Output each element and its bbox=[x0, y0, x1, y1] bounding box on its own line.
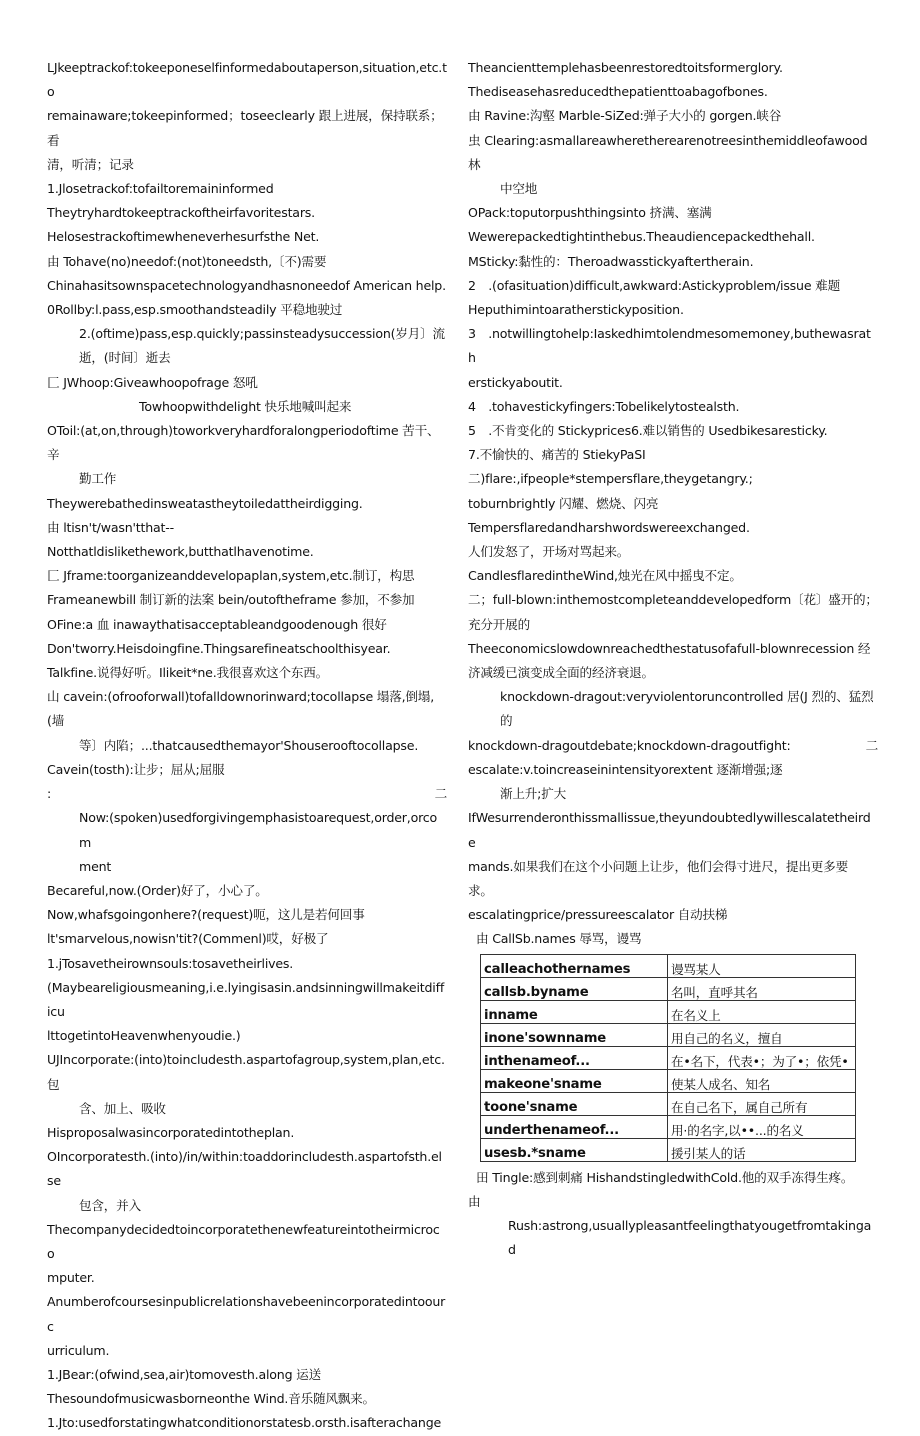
text-line: mands.如果我们在这个小问题上让步，他们会得寸进尺，提出更多要 bbox=[468, 858, 848, 874]
text-line: 充分开展的 bbox=[468, 616, 530, 632]
meaning-cell: 在•名下，代表•；为了•；依凭• bbox=[668, 1046, 856, 1069]
text-line: knockdown-dragout:veryviolentoruncontrolled 居(J 烈的、猛烈 bbox=[500, 689, 874, 705]
text-line: 由 bbox=[468, 1193, 481, 1209]
meaning-cell: 用自己的名义，擅自 bbox=[668, 1023, 856, 1046]
text-line: Becareful,now.(Order)好了，小心了。 bbox=[47, 882, 268, 898]
text-line: toburnbrightly 闪耀、燃烧、闪亮 bbox=[468, 495, 659, 511]
text-line: (Maybeareligiousmeaning,i.e.lyingisasin.andsinningwillmakeitdifficu bbox=[47, 979, 445, 1019]
text-line: 1.JBear:(ofwind,sea,air)tomovesth.along 运送 bbox=[47, 1366, 321, 1382]
text-line: Helosestrackoftimewheneverhesurfsthe Net. bbox=[47, 229, 320, 245]
text-line: lt'smarvelous,nowisn'tit?(Commenl)哎，好极了 bbox=[47, 931, 329, 947]
text-line: urriculum. bbox=[47, 1342, 110, 1358]
text-line: Chinahasitsownspacetechnologyandhasnoneedof American help. bbox=[47, 277, 446, 293]
text-line: 逝，(时间〕逝去 bbox=[79, 350, 171, 366]
text-line: 勤工作 bbox=[79, 471, 117, 487]
right-column bbox=[468, 56, 878, 1262]
phrase-cell: inthenameof... bbox=[481, 1046, 668, 1069]
table-row bbox=[481, 1023, 856, 1046]
text-line: lttogetintoHeavenwhenyoudie.) bbox=[47, 1028, 241, 1044]
text-line: 的 bbox=[500, 713, 513, 729]
phrase-cell: inone'sownname bbox=[481, 1023, 668, 1046]
name-phrases-table bbox=[480, 954, 856, 1162]
text-line: Cavein(tosth):让步；屈从;屈服 bbox=[47, 761, 225, 777]
text-line: Frameanewbill 制订新的法案 bein/outoftheframe 参加，不参加 bbox=[47, 592, 415, 608]
text-line: IfWesurrenderonthissmallissue,theyundoubtedlywillescalatetheirde bbox=[468, 810, 871, 850]
phrase-cell: makeone'sname bbox=[481, 1069, 668, 1092]
phrase-cell: calleachothernames bbox=[481, 954, 668, 977]
text-line: ment bbox=[79, 858, 112, 874]
phrase-cell: toone'sname bbox=[481, 1092, 668, 1115]
text-line: UJIncorporate:(into)toincludesth.aspartofagroup,system,plan,etc. 包 bbox=[47, 1052, 445, 1092]
text-line: remainaware;tokeepinformed；toseeclearly 跟上进展，保持联系；看 bbox=[47, 108, 443, 148]
table-row bbox=[481, 1000, 856, 1023]
text-line: 含、加上、吸收 bbox=[79, 1100, 166, 1116]
text-line: 由 ltisn't/wasn'tthat-- bbox=[47, 519, 174, 535]
text-line: 求。 bbox=[468, 882, 493, 898]
table-row bbox=[481, 1069, 856, 1092]
text-fragment: knockdown-dragoutdebate;knockdown-dragoutfight: bbox=[468, 737, 791, 753]
text-line: 2.(oftime)pass,esp.quickly;passinsteadysuccession(岁月〕流 bbox=[79, 326, 445, 342]
text-line: escalatingprice/pressureescalator 自动扶梯 bbox=[468, 907, 728, 923]
table-row bbox=[481, 1138, 856, 1161]
table-heading: 由 CallSb.names 辱骂，谩骂 bbox=[476, 931, 642, 947]
text-line: 中空地 bbox=[500, 181, 538, 197]
text-line: 7.不愉快的、痛苦的 StiekyPaSI bbox=[468, 447, 646, 463]
text-line: Theywerebathedinsweatastheytoiledattheirdigging. bbox=[47, 495, 363, 511]
text-line: LJkeeptrackof:tokeeponeselfinformedaboutaperson,situation,etc.to bbox=[47, 60, 447, 100]
text-line: Thecompanydecidedtoincorporatethenewfeatureintotheirmicroco bbox=[47, 1221, 440, 1261]
text-line: 2 .(ofasituation)difficult,awkward:Astickyproblem/issue 难题 bbox=[468, 277, 840, 293]
stray-mark: : bbox=[47, 786, 52, 802]
table-row bbox=[481, 1046, 856, 1069]
text-line: 匚 JWhoop:Giveawhoopofrage 怒吼 bbox=[47, 374, 258, 390]
text-line: 由 Ravine:沟壑 Marble-SiZed:弹子大小的 gorgen.峡谷 bbox=[468, 108, 782, 124]
left-column bbox=[47, 56, 447, 1436]
text-line: Theytryhardtokeeptrackoftheirfavoritestars. bbox=[47, 205, 315, 221]
table-row bbox=[481, 1115, 856, 1138]
table-row bbox=[481, 977, 856, 1000]
table-row bbox=[481, 1092, 856, 1115]
text-line: Wewerepackedtightinthebus.Theaudiencepackedthehall. bbox=[468, 229, 815, 245]
text-line: OPack:toputorpushthingsinto 挤满、塞满 bbox=[468, 205, 712, 221]
text-line: 3 .notwillingtohelp:Iaskedhimtolendmesomemoney,buthewasrath bbox=[468, 326, 871, 366]
text-line: Theeconomicslowdownreachedthestatusofafull-blownrecession 经 bbox=[468, 640, 871, 656]
phrase-cell: inname bbox=[481, 1000, 668, 1023]
text-line: 由 Tohave(no)needof:(not)toneedsth,〔不)需要 bbox=[47, 253, 327, 269]
text-line: Thediseasehasreducedthepatienttoabagofbones. bbox=[468, 84, 768, 100]
table-row bbox=[481, 954, 856, 977]
text-line: 人们发怒了，开场对骂起来。 bbox=[468, 544, 630, 560]
phrase-cell: usesb.*sname bbox=[481, 1138, 668, 1161]
text-line: 匚 Jframe:toorganizeanddevelopaplan,system,etc.制订，构思 bbox=[47, 568, 415, 584]
phrase-cell: callsb.byname bbox=[481, 977, 668, 1000]
text-line: 1.Jlosetrackof:tofailtoremaininformed bbox=[47, 181, 274, 197]
text-line: 济减缓已演变成全面的经济衰退。 bbox=[468, 665, 654, 681]
text-line bbox=[468, 734, 878, 758]
text-line: Notthatldislikethework,butthatlhavenotime. bbox=[47, 544, 314, 560]
text-line: 4 .tohavestickyfingers:Tobelikelytostealsth. bbox=[468, 398, 740, 414]
meaning-cell: 用·的名字,以••...的名义 bbox=[668, 1115, 856, 1138]
meaning-cell: 谩骂某人 bbox=[668, 954, 856, 977]
text-line: Anumberofcoursesinpublicrelationshavebeenincorporatedintoourc bbox=[47, 1294, 446, 1334]
text-line: 清，听清；记录 bbox=[47, 156, 134, 172]
text-line: Hisproposalwasincorporatedintotheplan. bbox=[47, 1124, 295, 1140]
text-line: 二)flare:,ifpeople*stempersflare,theygetangry.; bbox=[468, 471, 753, 487]
text-line: Talkfine.说得好听。Ilikeit*ne.我很喜欢这个东西。 bbox=[47, 665, 329, 681]
meaning-cell: 使某人成名、知名 bbox=[668, 1069, 856, 1092]
text-line: Towhoopwithdelight 快乐地喊叫起来 bbox=[139, 398, 352, 414]
text-line: Thesoundofmusicwasborneonthe Wind.音乐随风飘来。 bbox=[47, 1391, 375, 1407]
text-line: escalate:v.toincreaseinintensityorextent 逐渐增强;逐 bbox=[468, 761, 783, 777]
text-line: OToil:(at,on,through)toworkveryhardforalongperiodoftime 苦干、辛 bbox=[47, 423, 440, 463]
stray-mark: 二 bbox=[434, 786, 447, 802]
stray-mark: 二 bbox=[865, 737, 878, 753]
text-line: 1.Jto:usedforstatingwhatconditionorstatesb.orsth.isafterachange bbox=[47, 1415, 442, 1431]
text-line: 0Rollby:l.pass,esp.smoothandsteadily 平稳地驶过 bbox=[47, 302, 343, 318]
meaning-cell: 援引某人的话 bbox=[668, 1138, 856, 1161]
text-line bbox=[47, 782, 447, 806]
text-line: 5 .不肯变化的 Stickyprices6.难以销售的 Usedbikesaresticky. bbox=[468, 423, 828, 439]
meaning-cell: 在自己名下，属自己所有 bbox=[668, 1092, 856, 1115]
text-line: OFine:a 血 inawaythatisacceptableandgoodenough 很好 bbox=[47, 616, 387, 632]
meaning-cell: 名叫，直呼其名 bbox=[668, 977, 856, 1000]
meaning-cell: 在名义上 bbox=[668, 1000, 856, 1023]
text-line: 田 Tingle:感到刺痛 HishandstingledwithCold.他的双手冻得生疼。 bbox=[476, 1169, 854, 1185]
text-line: MSticky:黏性的：Theroadwasstickyaftertherain. bbox=[468, 253, 754, 269]
text-line: 山 cavein:(ofrooforwall)tofalldownorinward;tocollapse 塌落,倒塌,(墙 bbox=[47, 689, 434, 729]
text-line: erstickyaboutit. bbox=[468, 374, 563, 390]
text-line: Tempersflaredandharshwordswereexchanged. bbox=[468, 519, 750, 535]
phrase-cell: underthenameof... bbox=[481, 1115, 668, 1138]
text-line: 包含，并入 bbox=[79, 1197, 141, 1213]
text-line: 二；full-blown:inthemostcompleteanddevelopedform〔花〕盛开的； bbox=[468, 592, 878, 608]
text-line: 虫 Clearing:asmallareawheretherearenotreesinthemiddleofawood 林 bbox=[468, 132, 868, 172]
text-line: CandlesflaredintheWind,烛光在风中摇曳不定。 bbox=[468, 568, 742, 584]
text-line: 等〕内陷；...thatcausedthemayor'Shouserooftocollapse. bbox=[79, 737, 419, 753]
text-line: mputer. bbox=[47, 1270, 95, 1286]
after-table-block bbox=[468, 1166, 878, 1263]
text-line: Theancienttemplehasbeenrestoredtoitsformerglory. bbox=[468, 60, 783, 75]
text-line: Rush:astrong,usuallypleasantfeelingthatyougetfromtakingad bbox=[508, 1217, 872, 1258]
text-line: Now,whafsgoingonhere?(request)呃，这儿是若何回事 bbox=[47, 907, 365, 923]
text-line: Don'tworry.Heisdoingfine.Thingsarefineatschoolthisyear. bbox=[47, 640, 391, 656]
text-line: 1.jTosavetheirownsouls:tosavetheirlives. bbox=[47, 955, 294, 971]
text-line: Heputhimintoaratherstickyposition. bbox=[468, 302, 684, 318]
text-line: Now:(spoken)usedforgivingemphasistoarequest,order,orcom bbox=[79, 810, 438, 850]
text-line: OIncorporatesth.(into)/in/within:toaddorincludesth.aspartofsth.else bbox=[47, 1149, 442, 1189]
text-line: 渐上升;扩大 bbox=[500, 786, 567, 802]
